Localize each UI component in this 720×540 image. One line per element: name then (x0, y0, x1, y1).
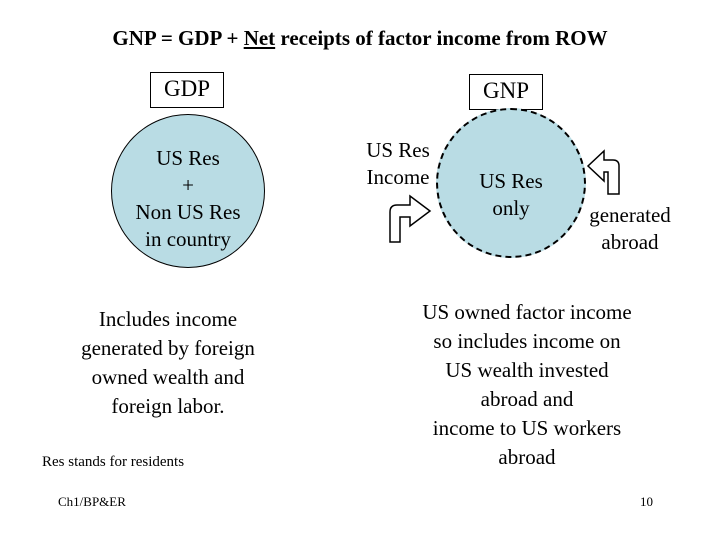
title-part-1: GNP = GDP + (112, 26, 244, 50)
gdp-description-line-1: Includes income (98, 307, 238, 331)
title-part-2: receipts of factor income from ROW (275, 26, 608, 50)
gnp-description-line-2: so includes income on (433, 329, 621, 353)
gnp-description-line-4: abroad and (480, 387, 574, 411)
gnp-description-line-3: US wealth invested (445, 358, 609, 382)
gdp-description (48, 305, 288, 421)
footnote: Res stands for residents (42, 454, 185, 470)
footer-left: Ch1/BP&ER (58, 494, 126, 509)
gnp-description (392, 298, 662, 472)
title-underlined-word: Net (243, 26, 276, 50)
gdp-circle-line-2: + (182, 173, 194, 197)
gnp-circle-line-2: only (492, 196, 530, 220)
gdp-circle-line-3: Non US Res (135, 200, 241, 224)
gdp-description-line-3: owned wealth and (91, 365, 245, 389)
gnp-description-line-5: income to US workers (432, 416, 622, 440)
page-number: 10 (640, 494, 653, 509)
gdp-box (150, 72, 224, 108)
gnp-left-label-line-1: US Res (366, 138, 430, 162)
gnp-circle-text (436, 168, 586, 222)
gdp-description-line-2: generated by foreign (81, 336, 255, 360)
gnp-left-label-line-2: Income (366, 165, 430, 189)
gdp-circle-text (111, 145, 265, 253)
gdp-circle-line-1: US Res (156, 146, 220, 170)
gnp-right-label (580, 202, 680, 256)
gdp-circle-line-4: in country (145, 227, 231, 251)
slide-title (0, 26, 720, 51)
bent-arrow-right-icon (380, 190, 440, 246)
gnp-left-label (348, 137, 448, 191)
gnp-box (469, 74, 543, 110)
gnp-circle-line-1: US Res (479, 169, 543, 193)
bent-arrow-left-icon (582, 146, 630, 198)
gnp-box-label: GNP (482, 78, 529, 103)
gnp-right-label-line-2: abroad (601, 230, 659, 254)
gdp-box-label: GDP (163, 76, 210, 101)
gdp-description-line-4: foreign labor. (111, 394, 225, 418)
gnp-right-label-line-1: generated (589, 203, 671, 227)
gnp-description-line-6: abroad (498, 445, 556, 469)
gnp-description-line-1: US owned factor income (422, 300, 632, 324)
